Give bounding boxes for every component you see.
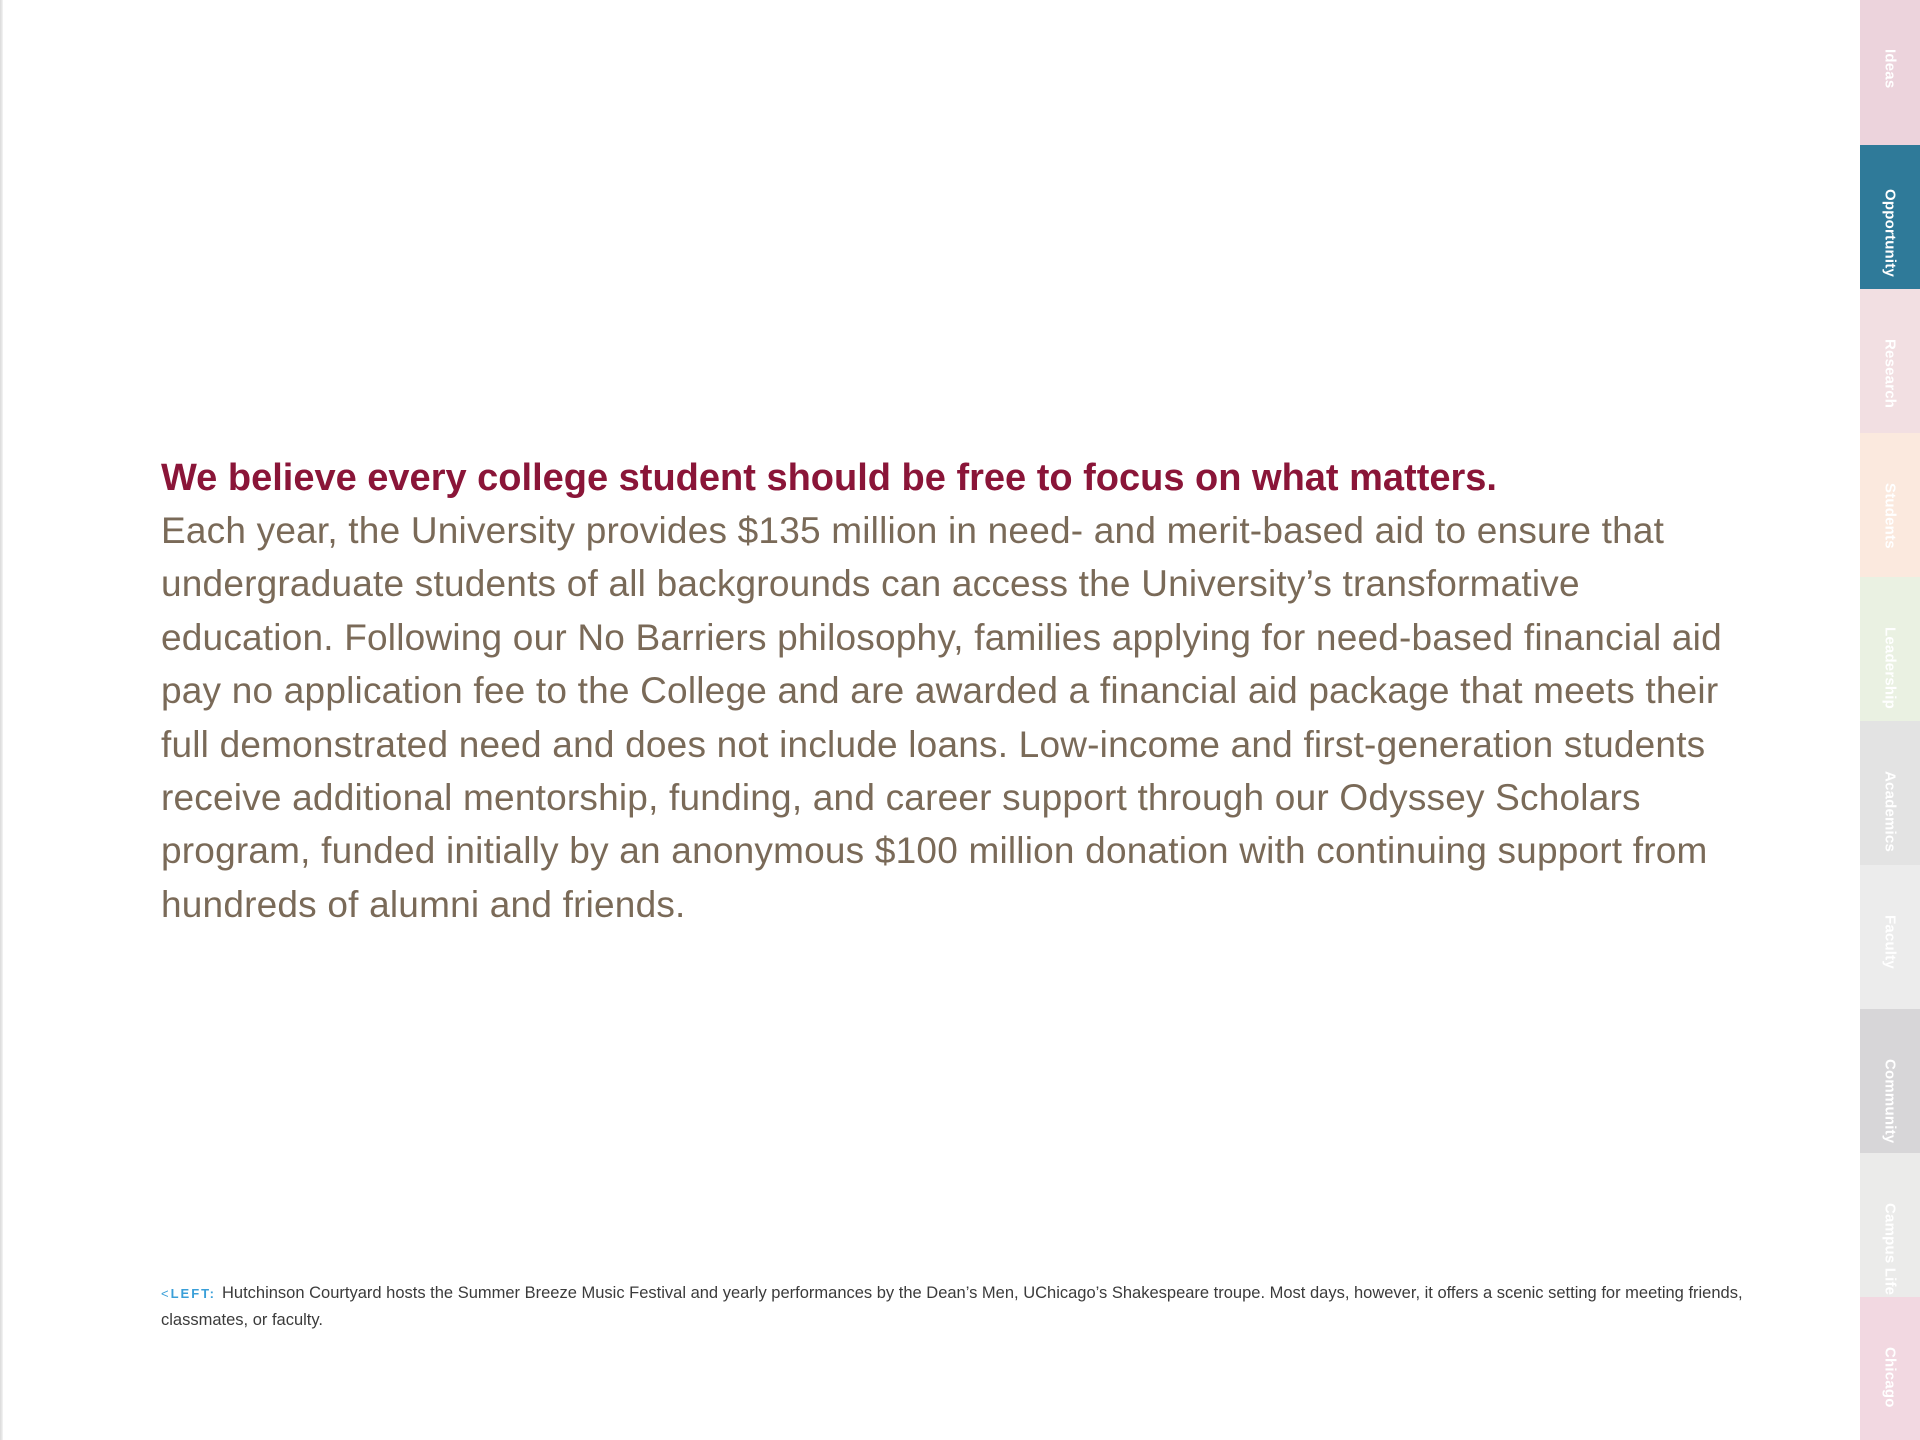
photo-caption xyxy=(161,1280,1761,1334)
tab-label: Academics xyxy=(1881,771,1899,853)
tab-label: Leadership xyxy=(1881,627,1899,710)
tab-label: Chicago xyxy=(1881,1347,1899,1408)
tab-label: Ideas xyxy=(1881,49,1899,89)
page-edge-shadow xyxy=(0,0,3,1440)
caption-text: Hutchinson Courtyard hosts the Summer Breeze Music Festival and yearly performances by the Dean’s Men, UChicago’s Shakespeare troupe. Most days, however, it offers a scenic setting for meeting friends, classmates, or faculty. xyxy=(161,1284,1743,1329)
tab-students[interactable] xyxy=(1860,433,1920,577)
tab-research[interactable] xyxy=(1860,289,1920,433)
tab-chicago[interactable] xyxy=(1860,1297,1920,1440)
tab-campus-life[interactable] xyxy=(1860,1153,1920,1297)
tab-academics[interactable] xyxy=(1860,721,1920,865)
tab-label: Opportunity xyxy=(1881,189,1899,278)
tab-faculty[interactable] xyxy=(1860,865,1920,1009)
tab-label: Faculty xyxy=(1881,915,1899,969)
tab-label: Research xyxy=(1881,339,1899,409)
caption-label-text: LEFT: xyxy=(170,1286,216,1301)
tab-ideas[interactable] xyxy=(1860,0,1920,145)
section-tabs xyxy=(1860,0,1920,1440)
article-body: Each year, the University provides $135 million in need- and merit-based aid to ensure that undergraduate students of all backgrounds can access the University’s transformative education. Following our No Barriers philosophy, families applying for need-based financial aid pay no application fee to the College and are awarded a financial aid package that meets their full demonstrated need and does not include loans. Low-income and first-generation students receive additional mentorship, funding, and career support through our Odyssey Scholars program, funded initially by an anonymous $100 million donation with continuing support from hundreds of alumni and friends. xyxy=(161,510,1722,925)
tab-leadership[interactable] xyxy=(1860,577,1920,721)
tab-label: Campus Life xyxy=(1881,1203,1899,1296)
tab-community[interactable] xyxy=(1860,1009,1920,1153)
article xyxy=(161,452,1751,931)
tab-label: Students xyxy=(1881,483,1899,549)
caption-label xyxy=(161,1286,216,1301)
article-headline: We believe every college student should be free to focus on what matters. xyxy=(161,457,1497,499)
left-arrow-icon: < xyxy=(161,1286,169,1301)
tab-label: Community xyxy=(1881,1059,1899,1144)
tab-opportunity[interactable] xyxy=(1860,145,1920,289)
